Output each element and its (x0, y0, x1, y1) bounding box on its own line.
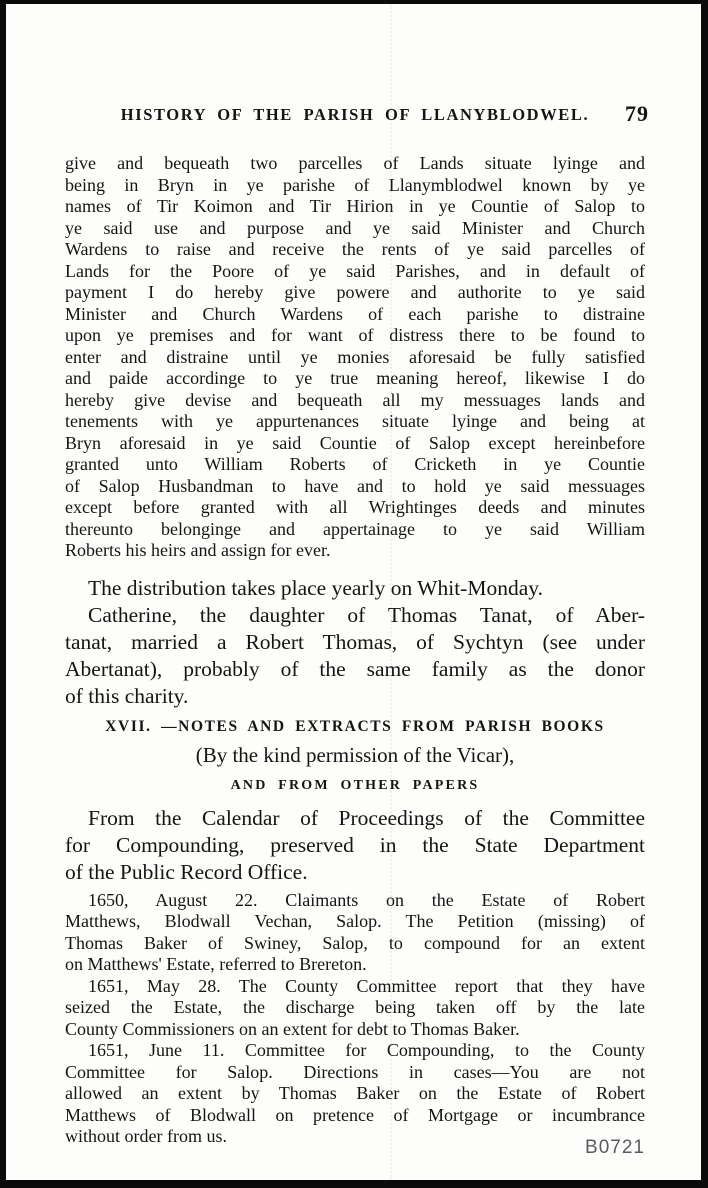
text-line: 1651, May 28. The County Committee report that they have (88, 975, 645, 996)
text-line: 1651, June 11. Committee for Compounding, to the County (88, 1040, 645, 1060)
text-line: of Salop Husbandman to have and to hold ye said messuages (65, 475, 645, 496)
text-line: The distribution takes place yearly on Whit-Monday. (88, 575, 543, 600)
distribution-paragraph (65, 575, 645, 602)
page-surface (6, 4, 701, 1180)
section-heading: XVII. —NOTES AND EXTRACTS FROM PARISH BOOKS (105, 717, 605, 735)
permission-subheading: (By the kind permission of the Vicar), (195, 742, 515, 767)
other-papers-subheading: AND FROM OTHER PAPERS (230, 777, 480, 793)
text-line: From the Calendar of Proceedings of the Committee (88, 805, 645, 830)
page-number: 79 (625, 101, 649, 126)
page-title: HISTORY OF THE PARISH OF LLANYBLODWEL. (120, 105, 590, 124)
text-line: without order from us. (65, 1126, 227, 1146)
text-line: Minister and Church Wardens of each parishe to distraine (65, 303, 645, 324)
text-line: on Matthews' Estate, referred to Brereton. (65, 954, 367, 974)
text-line: Matthews, Blodwall Vechan, Salop. The Petition (missing) of (65, 911, 645, 931)
text-line: granted unto William Roberts of Cricketh in ye Countie (65, 454, 645, 474)
calendar-intro-paragraph (65, 805, 645, 886)
text-line: seized the Estate, the discharge being taken off by the late (65, 997, 645, 1017)
text-line: Wardens to raise and receive the rents of ye said parcelles of (65, 239, 645, 259)
text-line: ye said use and purpose and ye said Minister and Church (65, 217, 645, 238)
text-line: payment I do hereby give powere and authorite to ye said (65, 282, 645, 302)
text-line: Abertanat), probably of the same family as the donor (65, 656, 645, 681)
text-line: Lands for the Poore of ye said Parishes, and in default of (65, 260, 645, 281)
text-line: tenements with ye appurtenances situate lyinge and being at (65, 411, 645, 431)
entry-1651-may (65, 976, 645, 1041)
text-line: enter and distraine until ye monies aforesaid be fully satisfied (65, 346, 645, 367)
text-line: allowed an extent by Thomas Baker on the Estate of Robert (65, 1083, 645, 1103)
entry-1651-june (65, 1040, 645, 1148)
entry-1650-august (65, 890, 645, 976)
text-line: give and bequeath two parcelles of Lands situate lyinge and (65, 153, 645, 173)
text-line: for Compounding, preserved in the State Department (65, 832, 645, 857)
text-line: Bryn aforesaid in ye said Countie of Salop except hereinbefore (65, 432, 645, 453)
text-line: of this charity. (65, 683, 189, 708)
running-header (65, 101, 649, 127)
text-line: being in Bryn in ye parishe of Llanymblodwel known by ye (65, 174, 645, 195)
text-line: of the Public Record Office. (65, 859, 308, 884)
text-line: hereby give devise and bequeath all my messuages lands and (65, 389, 645, 410)
text-line: Committee for Salop. Directions in cases—You are not (65, 1061, 645, 1082)
text-line: Catherine, the daughter of Thomas Tanat, of Aber- (88, 602, 645, 627)
text-line: thereunto belonginge and appertainage to ye said William (65, 518, 645, 539)
text-line: tanat, married a Robert Thomas, of Sychtyn (see under (65, 629, 645, 654)
text-line: names of Tir Koimon and Tir Hirion in ye Countie of Salop to (65, 196, 645, 216)
text-line: 1650, August 22. Claimants on the Estate of Robert (88, 889, 645, 910)
text-line: except before granted with all Wrightinges deeds and minutes (65, 497, 645, 517)
text-line: County Commissioners on an extent for debt to Thomas Baker. (65, 1018, 520, 1039)
text-line: Roberts his heirs and assign for ever. (65, 540, 331, 560)
scan-code: B0721 (585, 1137, 645, 1158)
text-line: Matthews of Blodwall on pretence of Mortgage or incumbrance (65, 1104, 645, 1125)
text-line: and paide accordinge to ye true meaning hereof, likewise I do (65, 368, 645, 388)
will-continuation-paragraph (65, 153, 645, 562)
catherine-paragraph (65, 602, 645, 710)
text-line: upon ye premises and for want of distress there to be found to (65, 325, 645, 345)
text-line: Thomas Baker of Swiney, Salop, to compound for an extent (65, 932, 645, 953)
